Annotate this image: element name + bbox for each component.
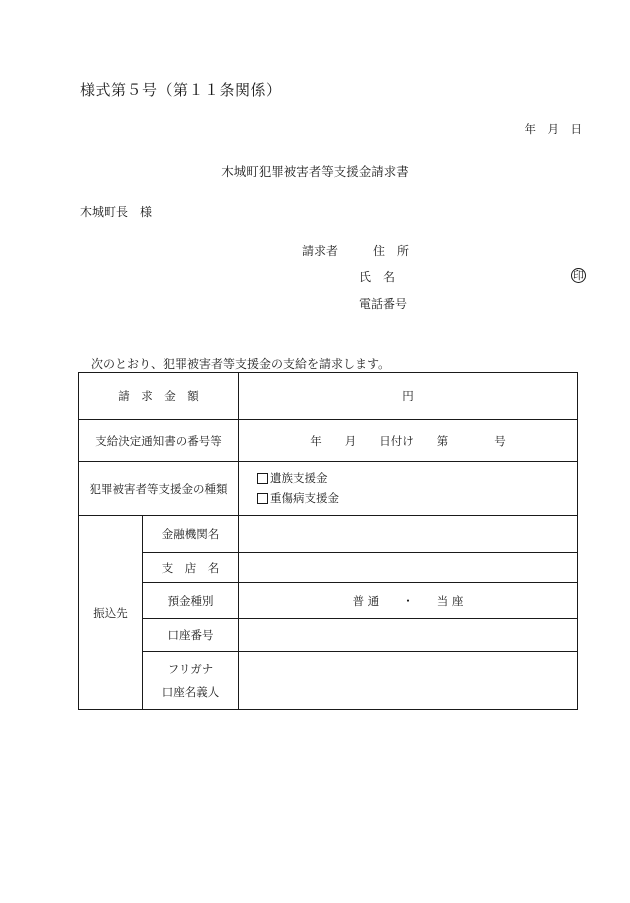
notice-value: 年 月 日付け 第 号 (310, 433, 506, 448)
address-label: 住 所 (373, 244, 410, 258)
option-bereaved[interactable] (257, 468, 339, 488)
date-line: 年 月 日 (524, 122, 582, 136)
deposit-type-label: 預金種別 (167, 593, 214, 608)
bank-name-field[interactable] (239, 516, 577, 552)
branch-name-label: 支 店 名 (161, 560, 220, 575)
notice-label: 支給決定通知書の番号等 (95, 433, 222, 448)
option-bereaved-label: 遺族支援金 (270, 471, 328, 485)
phone-label: 電話番号 (359, 297, 408, 311)
support-type-label: 犯罪被害者等支援金の種類 (89, 481, 228, 496)
checkbox-serious-injury[interactable] (257, 493, 268, 504)
checkbox-bereaved[interactable] (257, 473, 268, 484)
claimant-label: 請求者 (302, 244, 339, 258)
name-label: 氏 名 (359, 270, 396, 284)
addressee: 木城町長 様 (80, 205, 153, 219)
amount-label: 請 求 金 額 (118, 389, 199, 403)
deposit-type-value: 普 通 ・ 当 座 (352, 593, 464, 608)
intro-text: 次のとおり、犯罪被害者等支援金の支給を請求します。 (91, 357, 391, 371)
account-holder-label: 口座名義人 (161, 685, 220, 699)
bank-name-label: 金融機関名 (161, 527, 220, 541)
seal-mark: 印 (573, 269, 584, 282)
claim-form-table (78, 372, 578, 710)
account-number-field[interactable] (239, 619, 577, 651)
account-holder-field[interactable] (239, 652, 577, 709)
amount-unit: 円 (402, 389, 414, 403)
option-serious-injury-label: 重傷病支援金 (270, 491, 339, 505)
form-number: 様式第５号（第１１条関係） (80, 81, 282, 99)
furigana-label: フリガナ (167, 662, 214, 676)
transfer-label: 振込先 (93, 605, 128, 620)
account-number-label: 口座番号 (167, 628, 214, 642)
branch-name-field[interactable] (239, 553, 577, 582)
support-type-options (257, 468, 339, 508)
option-serious-injury[interactable] (257, 488, 339, 508)
document-title: 木城町犯罪被害者等支援金請求書 (221, 164, 409, 179)
